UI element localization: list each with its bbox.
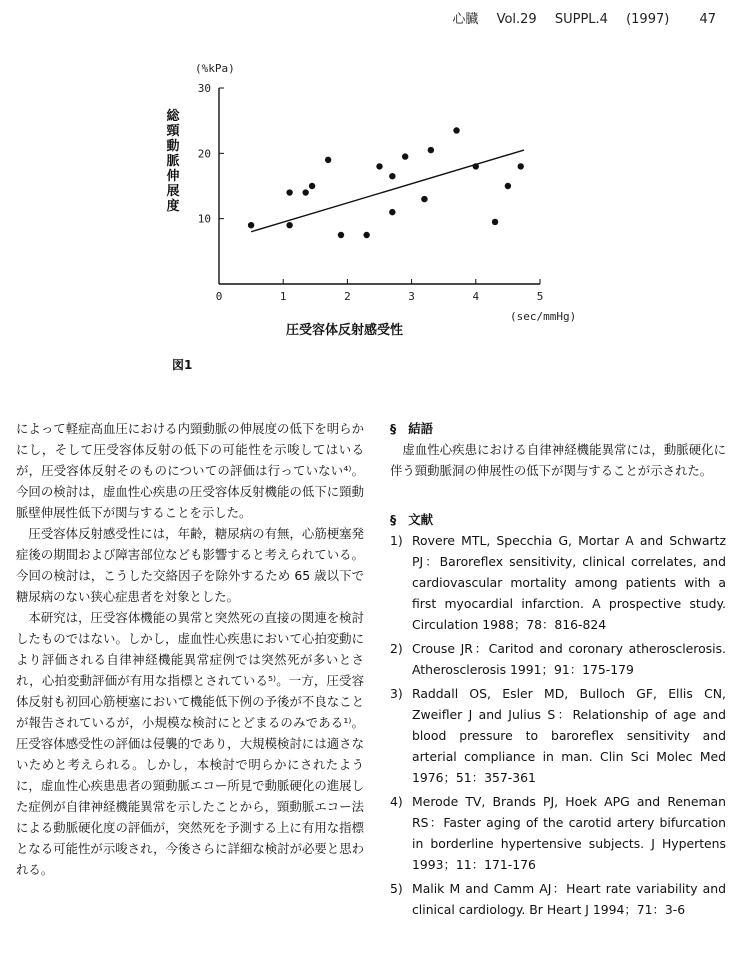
right-column — [390, 418, 726, 923]
reference-item: 2) Crouse JR：Caritod and coronary atherosclerosis. Atherosclerosis 1991；91：175-179 — [390, 641, 726, 677]
data-point — [302, 189, 308, 195]
left-column — [16, 418, 364, 880]
data-point — [428, 147, 434, 153]
page-number: 47 — [699, 12, 716, 27]
references-heading: § 文献 — [390, 512, 433, 527]
data-point — [286, 189, 292, 195]
journal-year: (1997) — [626, 12, 670, 27]
journal-volume: Vol.29 — [496, 12, 537, 27]
journal-suppl: SUPPL.4 — [554, 12, 608, 27]
data-point — [505, 183, 511, 189]
chart-points — [248, 127, 524, 238]
data-point — [363, 232, 369, 238]
data-point — [248, 222, 254, 228]
x-unit-label: (sec/mmHg) — [510, 310, 577, 323]
reference-item: 4) Merode TV, Brands PJ, Hoek APG and Reneman RS：Faster aging of the carotid artery bifurcation in borderline hypertensive subjects. J Hypertens 1993；11：171-176 — [390, 794, 726, 872]
chart-ticks — [198, 82, 544, 303]
data-point — [492, 219, 498, 225]
data-point — [376, 163, 382, 169]
data-point — [518, 163, 524, 169]
y-tick-label: 10 — [197, 212, 211, 226]
section-mark: § — [390, 421, 397, 436]
paragraph: 圧受容体反射感受性には，年齢，糖尿病の有無，心筋梗塞発症後の期間および障害部位なども影響すると考えられている。今回の検討は，こうした交絡因子を除外するため 65 歳以下で糖尿病のない狭心症患者を対象とした。 — [16, 526, 364, 604]
conclusion-text: 虚血性心疾患における自律神経機能異常には，動脈硬化に伴う頸動脈洞の伸展性の低下が関与することが示された。 — [390, 442, 726, 478]
data-point — [325, 157, 331, 163]
data-point — [453, 127, 459, 133]
data-point — [389, 209, 395, 215]
reference-item: 5) Malik M and Camm AJ：Heart rate variability and clinical cardiology. Br Heart J 1994；71：3-6 — [390, 881, 726, 917]
y-axis-label: 総頸動脈伸展度 — [166, 109, 180, 214]
conclusion-heading: § 結語 — [390, 421, 433, 436]
x-axis-label: 圧受容体反射感受性 — [286, 323, 404, 338]
paragraph: によって軽症高血圧における内頸動脈の伸展度の低下を明らかにし，そして圧受容体反射の低下の可能性を示唆してはいるが，圧受容体反射そのものについての評価は行っていない⁴⁾。今回の検討は，虚血性心疾患の圧受容体反射機能の低下に頸動脈壁伸展性低下が関与することを示した。 — [16, 421, 364, 520]
x-tick-label: 3 — [408, 290, 415, 303]
data-point — [338, 232, 344, 238]
x-tick-label: 5 — [536, 290, 544, 303]
y-tick-label: 30 — [197, 82, 211, 95]
reference-item: 1) Rovere MTL, Specchia G, Mortar A and Schwartz PJ：Baroreflex sensitivity, clinical correlates, and cardiovascular mortality among patients with a first myocardial infarction. A prospective study. Circulation 1988；78：816-824 — [390, 533, 726, 632]
journal-name: 心臓 — [452, 12, 479, 27]
x-tick-label: 4 — [472, 290, 480, 303]
y-tick-label: 20 — [197, 147, 211, 161]
data-point — [421, 196, 427, 202]
reference-list — [390, 530, 726, 920]
chart-axes — [219, 88, 540, 284]
reference-item: 3) Raddall OS, Esler MD, Bulloch GF, Ellis CN, Zweifler J and Julius S：Relationship of age and blood pressure to baroreflex sensitivity and arterial compliance in man. Clin Sci Molec Med 1976；51：357-361 — [390, 686, 726, 785]
scatter-chart — [0, 0, 738, 360]
data-point — [309, 183, 315, 189]
y-unit-label: (%kPa) — [195, 62, 235, 75]
x-tick-label: 1 — [279, 290, 287, 303]
x-tick-label: 0 — [215, 290, 223, 303]
section-mark: § — [390, 512, 397, 527]
data-point — [286, 222, 292, 228]
paragraph: 本研究は，圧受容体機能の異常と突然死の直接の関連を検討したものではない。しかし，虚血性心疾患において心拍変動により評価される自律神経機能異常症例では突然死が多いとされ，心拍変動評価が有用な指標とされている⁵⁾。一方，圧受容体反射も初回心筋梗塞において機能低下例の予後が不良なことが報告されているが，小規模な検討にとどまるのみである¹⁾。圧受容体感受性の評価は侵襲的であり，大規模検討には適さないためと考えられる。しかし，本検討で明らかにされたように，虚血性心疾患患者の頸動脈エコー所見で動脈硬化の進展した症例が自律神経機能異常を示したことから，頸動脈エコー法による動脈硬化度の評価が，突然死を予測する上に有用な指標となる可能性が示唆され，今後さらに詳細な検討が必要と思われる。 — [16, 610, 364, 877]
figure-caption: 図1 — [172, 358, 193, 372]
x-tick-label: 2 — [344, 290, 351, 303]
data-point — [402, 153, 408, 159]
data-point — [389, 173, 395, 179]
